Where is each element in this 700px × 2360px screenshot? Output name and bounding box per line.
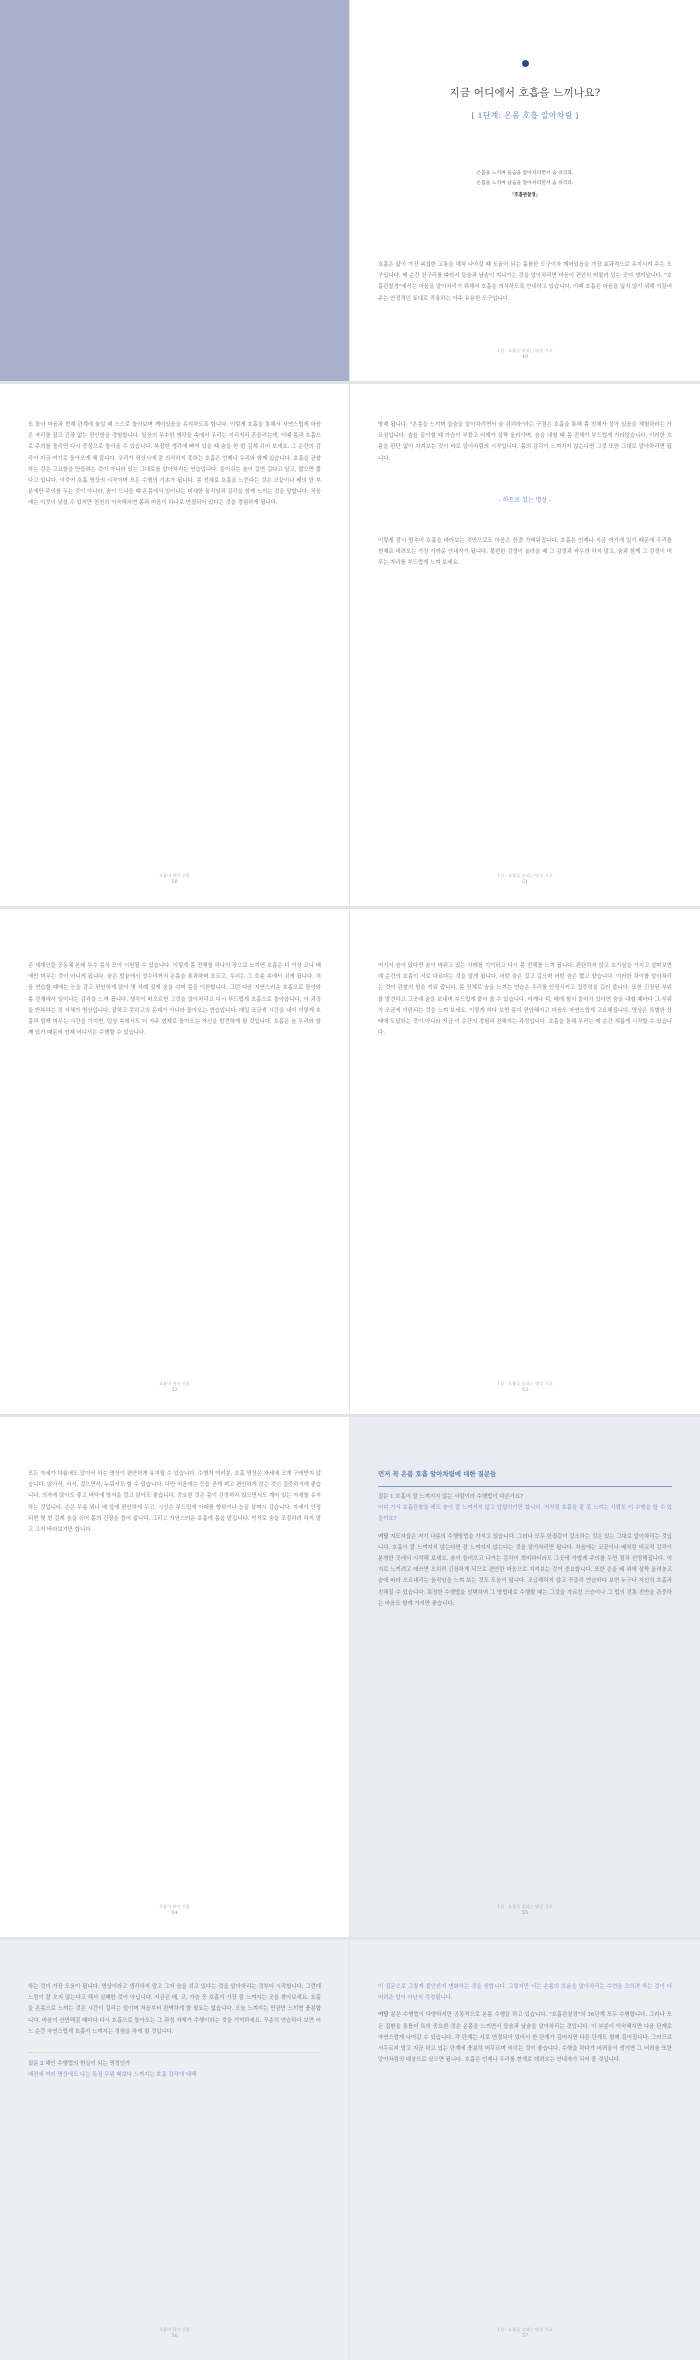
qa-section-title: 먼저 꼭 온몸 호흡 알아차림에 대한 질문들 [378, 1470, 497, 1478]
page-footer [350, 347, 700, 361]
answer-text: 지도자들은 저기 나름의 수행방법을 가지고 있습니다. 그러나 모두 한결같이 강조하는 것은 있는 그대로 알아차리는 것입니다. 호흡이 잘 느껴지지 않는다면 잘 느껴지지 않는다는 것을 알아차리면 됩니다. 처음에는 코끝이나 배처럼 비교적 감각이 분명한 곳에서 시작해 보세요. 숨이 들어오고 나가는 감각이 희미하더라도 그곳에 가볍게 주의를 두면 점차 선명해집니다. 억지로 느끼려고 애쓰면 오히려 긴장하게 되므로 편안한 마음으로 지켜보는 것이 중요합니다. 또한 손을 배 위에 살짝 올려놓고 숨에 따라 오르내리는 움직임을 느껴 보는 것도 도움이 됩니다. 조급해하지 않고 꾸준히 연습하다 보면 누구나 자신의 호흡과 친해질 수 있습니다. 특정한 수행법을 선택하여 그 방법대로 수행할 때는 그것을 가르친 스승이나 그 법의 전통 전반을 존중하는 마음도 함께 가지면 좋습니다. [378, 1533, 672, 1607]
page-51 [350, 384, 700, 906]
body-paragraph: 모든 자세가 다름에도 앉아서 하는 명상이 편안하게 유지될 수 있습니다. 수행자 여러분, 호흡 명상은 자세에 크게 구애받지 않습니다. 앉아서, 서서, 걸으면서, 누워서도 할 수 있습니다. 다만 처음에는 등을 곧게 펴고 편안하게 앉는 것이 집중하기에 좋습니다. 의자에 앉아도 좋고 바닥에 방석을 깔고 앉아도 좋습니다. 중요한 것은 몸이 긴장하지 않으면서도 깨어 있는 자세를 유지하는 것입니다. 손은 무릎 위나 배 앞에 편안하게 두고, 시선은 부드럽게 아래를 향하거나 눈을 살며시 감습니다. 자세가 안정되면 몇 번 깊게 숨을 쉬어 몸의 긴장을 풀어 줍니다. 그리고 자연스러운 호흡에 몸을 맡깁니다. 억지로 숨을 조절하려 하지 말고 그저 바라보기만 합니다. [28, 1471, 321, 1534]
page-number: 56 [171, 2333, 178, 2339]
running-footer: 1장 · 호흡을 살피는 명상 기초 [497, 2327, 553, 2332]
epigraph-line: 온몸을 느끼며 날숨을 알아차리면서 숨 쉬리라. [476, 181, 574, 186]
spread-2 [0, 384, 700, 909]
spread-1 [0, 0, 700, 384]
qa-block [378, 1486, 672, 1610]
page-54 [0, 1417, 350, 1937]
running-footer: 1장 · 호흡을 살피는 명상 기초 [497, 873, 553, 878]
page-48-blue-panel [0, 0, 350, 381]
page-number: 54 [171, 1910, 178, 1916]
page-footer [0, 1903, 349, 1917]
page-footer [350, 2326, 700, 2340]
chapter-title: 지금 어디에서 호흡을 느끼나요? [449, 87, 601, 99]
running-footer: 1장 · 호흡을 살피는 명상 기초 [497, 1904, 553, 1909]
body-paragraph: 여기서 숨이 있다면 숨이 바뀌고 있는 사례를 기억하고 다시 몸 전체를 느껴 봅니다. 판단하지 않고 호기심을 가지고 살펴보면 매 순간의 호흡이 서로 다르다는 것을 알게 됩니다. 어떤 숨은 길고 깊으며 어떤 숨은 짧고 얕습니다. 이러한 차이를 알아차리는 것이 관찰의 힘을 키워 줍니다. 몸 전체로 숨을 느끼는 연습은 우리를 안정시키고 집중력을 길러 줍니다. 또한 긴장된 부위를 발견하고 그곳에 숨을 보내며 부드럽게 풀어 줄 수 있습니다. 어깨나 턱, 배에 힘이 들어가 있다면 숨을 내쉴 때마다 그 부위가 조금씩 이완되는 것을 느껴 보세요. 이렇게 하다 보면 몸이 편안해지고 마음도 자연스럽게 고요해집니다. 명상은 특별한 상태에 도달하는 것이 아니라 지금 이 순간의 경험과 친해지는 과정입니다. 호흡을 통해 우리는 매 순간 새롭게 시작할 수 있습니다. [378, 963, 672, 1037]
page-52 [0, 909, 350, 1414]
page-number: 51 [521, 879, 529, 885]
page-number: 53 [521, 1387, 529, 1393]
page-footer [0, 872, 349, 886]
spread-5 [0, 1940, 700, 2360]
answer [378, 1532, 672, 1610]
question-continued: 이 질문으로 그렇게 불안한지 변화하는 것을 원합니다. 그렇지만 너는 온몸의 흐름을 알아차리는 수련을 오히려 하는 것이 더 어려운 일이 아닌지 걱정됩니다. [378, 1984, 672, 2002]
page-number: 49 [521, 354, 529, 360]
intro-paragraph: 호흡은 삶이 가진 복잡한 고통을 해쳐 나아갈 때 도움이 되는 훌륭한 도구이자 깨어있음을 가장 효과적으로 유지시켜 주는 도구입니다. 매 순간 진구리를 따라서 들숨과 날숨이 지나가는 것을 알아차리면 마음이 편안히 머물러 있는 곳이 생겨납니다. "호흡관찰경"에서는 마음을 알아차리기 위해서 호흡을 의식하도록 안내하고 있습니다. 이때 호흡은 마음을 잃지 않기 위해 이끌어 주는 안정적인 토대로 작용하는 아주 유용한 도구입니다. [378, 262, 672, 302]
page-56 [0, 1940, 350, 2360]
page-footer [0, 2326, 349, 2340]
running-footer: 호흡이 편안 선물 [159, 2327, 190, 2332]
question-text: 예전에 여러 명상에도 나는 특징 무위 때보다 느껴지는 호흡 감각에 대해 [28, 2072, 197, 2079]
question [28, 2059, 321, 2070]
page-53 [350, 909, 700, 1414]
page-number: 50 [171, 879, 178, 885]
question [378, 1492, 672, 1503]
section-heading: - 하트로 있는 명상 - [498, 496, 552, 504]
answer-label: 여담 [378, 1533, 389, 1540]
running-footer: 1장 · 호흡을 살피는 명상 기초 [497, 1381, 553, 1386]
page-50 [0, 384, 350, 906]
page-number: 57 [521, 2333, 529, 2339]
body-paragraph: 방해 됩니다. "온몸을 느끼며 들숨을 알아차리면서 숨 쉬리라"라는 구절은 호흡을 통해 몸 전체가 살아 있음을 체험하라는 가르침입니다. 숨을 들이쉴 때 가슴이 부풀고 어깨가 살짝 올라가며, 숨을 내쉴 때 몸 전체가 부드럽게 가라앉습니다. 이러한 흐름을 판단 없이 지켜보는 것이 바로 알아차림의 시작입니다. 몸의 감각이 느껴지지 않는다면 그것 또한 그대로 알아차리면 됩니다. [378, 422, 672, 462]
page-number: 52 [171, 1387, 178, 1393]
question-title: 해인 수행법의 현실이 되는 명정인가 [45, 2061, 131, 2068]
body-paragraph: 또 돌아 마음과 현재 관계에 놓일 때 스스로 돌아보며 깨어있음을 유지하도록 합니다. 이렇게 호흡을 통해서 자연스럽게 마음은 자리를 잡고 긴장 없는 편안함을 경험합니다. 일상의 무수한 생각들 속에서 우리는 이리저리 흔들리는데, 이때 몸과 호흡으로 주의를 돌리면 다시 중심으로 돌아올 수 있습니다. 복잡한 생각에 빠져 있을 때 숨을 한 번 깊게 쉬어 보세요. 그 순간의 감각이 지금 여기로 돌아오게 해 줍니다. 우리가 평상시에 잘 의식하지 못하는 호흡은 언제나 우리와 함께 있습니다. 호흡을 관찰하는 것은 고요함을 만들려는 것이 아니라 있는 그대로를 알아차리는 연습입니다. 들이쉬는 숨이 길면 길다고 알고, 짧으면 짧다고 압니다. 이것이 호흡 명상의 시작이며 모든 수행의 기초가 됩니다. 몸 전체로 호흡을 느낀다는 것은 코끝이나 배의 한 부분에만 주의를 두는 것이 아니라, 숨이 드나들 때 온몸에서 일어나는 미세한 움직임과 감각을 함께 느끼는 것을 말합니다. 처음에는 이것이 낯설 수 있지만 천천히 익숙해지면 몸과 마음이 하나로 연결되어 있다는 것을 경험하게 됩니다. [28, 422, 321, 507]
spread-3 [0, 909, 700, 1417]
question-text: 어디 가서 호흡관찰을 해도 숨이 잘 느껴지지 않고 답답하기만 합니다. 저처럼 호흡을 잘 못 느끼는 사람도 이 수행을 할 수 있을까요? [378, 1505, 672, 1523]
running-footer: 호흡이 편안 선물 [159, 873, 190, 878]
running-footer: 호흡이 편안 선물 [159, 1381, 190, 1386]
running-footer: 호흡이 편안 선물 [159, 1904, 190, 1909]
page-footer [0, 1380, 349, 1394]
page-49 [350, 0, 700, 381]
chapter-subtitle: [ 1단계: 온몸 호흡 알아차림 ] [471, 111, 579, 120]
page-footer [350, 872, 700, 886]
answer-text: 분은 수행법이 다양하지만 공통적으로 온몸 수행을 하고 있습니다. "호흡관찰경"의 16단계 모두 수행합니다. 그러나 모든 질환을 통틀어 특히 중요한 것은 온몸을 느끼면서 들숨과 날숨을 알아차리는 것입니다. 이 부분이 익숙해지면 다음 단계로 자연스럽게 나아갈 수 있습니다. 각 단계는 서로 연결되어 있어서 한 단계가 깊어지면 다른 단계도 함께 깊어집니다. 그러므로 서두르지 말고 지금 하고 있는 단계에 충분히 머무르며 익히는 것이 좋습니다. 수행을 하다가 어려움이 생기면 그 어려움 또한 알아차림의 대상으로 삼으면 됩니다. 호흡은 언제나 우리를 현재로 데려오는 안내자가 되어 줄 것입니다. [378, 2012, 672, 2064]
body-paragraph: 온 세계인들 공동체 본래 무수 몸식 모아 이원될 수 있습니다. 이렇게 몸 전체를 하나의 장으로 느끼면 호흡은 더 이상 코나 배에만 머무는 것이 아니게 됩니다. 숨은 발끝에서 정수리까지 온몸을 통과하며 흐르고, 우리는 그 흐름 속에서 쉬게 됩니다. 처음 연습할 때에는 눈을 감고 편안하게 앉아 몇 차례 깊게 숨을 쉬며 몸을 이완합니다. 그런 다음 자연스러운 호흡으로 돌아와 몸 전체에서 일어나는 감각을 느껴 봅니다. 생각이 떠오르면 그것을 알아차리고 다시 부드럽게 호흡으로 돌아옵니다. 이 과정을 반복하는 것 자체가 명상입니다. 잘하고 못하고의 문제가 아니라 돌아오는 연습입니다. 매일 조금씩 시간을 내어 이렇게 호흡과 함께 머무는 시간을 가지면, 일상 속에서도 더 자주 현재로 돌아오는 자신을 발견하게 될 것입니다. 호흡은 늘 우리와 함께 있기 때문에 언제 어디서든 수행할 수 있습니다. [28, 963, 321, 1037]
chapter-dot-icon [522, 60, 529, 67]
question-title: 호흡이 잘 느껴지지 않는 사람이라 수행법이 다른가요? [395, 1494, 524, 1500]
page-number: 55 [521, 1910, 529, 1916]
page-footer [350, 1903, 700, 1917]
epigraph-line: 온몸을 느끼며 들숨을 알아차리면서 숨 쉬리라, [476, 171, 574, 176]
page-footer [350, 1380, 700, 1394]
spread-4 [0, 1417, 700, 1940]
body-paragraph: 하는 것이 가장 도움이 됩니다. 명상이라고 생각하지 말고 그저 숨을 쉬고 있다는 것을 알아차리는 것부터 시작합니다. 그런데 느낌이 잘 오지 않는다고 해서 실패한 것이 아닙니다. 지금은 배, 코, 가슴 등 호흡이 가장 잘 느껴지는 곳을 찾아보세요. 호흡을 온몸으로 느끼는 것은 시간이 걸리는 일이며 처음부터 완벽하게 할 필요는 없습니다. 오늘 느껴지는 만큼만 느끼면 충분합니다. 마음이 산만해질 때마다 다시 호흡으로 돌아오는 그 과정 자체가 수행이라는 것을 기억하세요. 꾸준히 연습하다 보면 어느 순간 자연스럽게 호흡이 느껴지는 경험을 하게 될 것입니다. [28, 1984, 321, 2035]
answer [378, 2010, 672, 2066]
running-footer: 1장 · 호흡을 살피는 명상 기초 [497, 348, 553, 353]
qa-block [28, 2052, 321, 2081]
question-label: 질문 2 [28, 2061, 44, 2068]
page-57 [350, 1940, 700, 2360]
question-label: 질문 1 [378, 1494, 394, 1500]
body-paragraph: 이렇게 잠시 멈추어 호흡을 바라보는 것만으로도 마음은 한결 가벼워집니다. 호흡은 언제나 지금 여기에 있기 때문에 우리를 현재로 데려오는 가장 가까운 안내자가 됩니다. 불편한 감정이 올라올 때 그 감정과 싸우려 하지 말고, 숨과 함께 그 감정이 머무는 자리를 부드럽게 느껴 보세요. [378, 537, 672, 567]
epigraph-source: 「호흡관찰경」 [510, 193, 540, 198]
epigraph [378, 169, 672, 189]
answer-label: 여담 [378, 2012, 389, 2019]
page-55 [350, 1417, 700, 1937]
